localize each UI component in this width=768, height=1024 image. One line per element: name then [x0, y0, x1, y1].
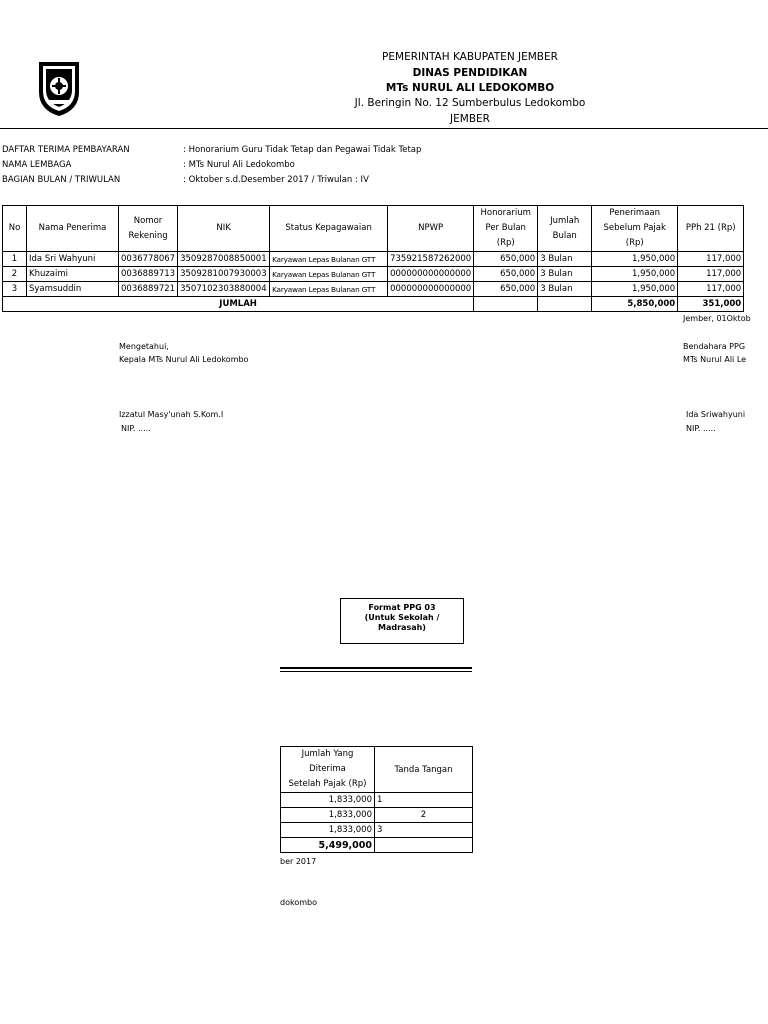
cell-net: 1,833,000: [281, 793, 375, 808]
col-pph: PPh 21 (Rp): [678, 206, 744, 252]
net-row: [281, 793, 473, 808]
col-signature: Tanda Tangan: [375, 747, 473, 793]
info-label-payment: DAFTAR TERIMA PEMBAYARAN: [2, 145, 130, 155]
payment-table: [2, 205, 744, 312]
col-nama: Nama Penerima: [27, 206, 119, 252]
cell-status: Karyawan Lepas Bulanan GTT: [270, 282, 388, 297]
table-row: [3, 267, 744, 282]
col-rekening: Nomor Rekening: [119, 206, 178, 252]
double-rule-top: [280, 667, 472, 669]
col-honorarium: Honorarium Per Bulan (Rp): [474, 206, 538, 252]
sign-number: 1: [377, 795, 383, 805]
cell-honorarium: 650,000: [474, 282, 538, 297]
headmaster-name: Izzatul Masy'unah S.Kom.I: [119, 410, 224, 419]
cell-penerimaan: 1,950,000: [592, 282, 678, 297]
cell-no: 2: [3, 267, 27, 282]
regency-logo: [36, 58, 82, 118]
col-net-pay: Jumlah Yang Diterima Setelah Pajak (Rp): [281, 747, 375, 793]
cell-penerimaan: 1,950,000: [592, 252, 678, 267]
col-status: Status Kepagawaian: [270, 206, 388, 252]
net-total: 5,499,000: [281, 838, 375, 853]
total-penerimaan: 5,850,000: [592, 297, 678, 312]
treasurer-school: MTs Nurul Ali Le: [683, 355, 747, 364]
sign-number: 2: [420, 810, 427, 820]
headmaster-title: Kepala MTs Nurul Ali Ledokombo: [119, 355, 249, 364]
header-school: MTs NURUL ALI LEDOKOMBO: [385, 82, 555, 94]
total-pph: 351,000: [678, 297, 744, 312]
col-jumlah-bulan: Jumlah Bulan: [538, 206, 592, 252]
cell-no: 3: [3, 282, 27, 297]
cell-honorarium: 650,000: [474, 252, 538, 267]
net-row: [281, 808, 473, 823]
total-empty-hon: [474, 297, 538, 312]
cell-status: Karyawan Lepas Bulanan GTT: [270, 252, 388, 267]
cell-bulan: 3 Bulan: [538, 282, 592, 297]
cell-honorarium: 650,000: [474, 267, 538, 282]
cell-penerimaan: 1,950,000: [592, 267, 678, 282]
cell-net: 1,833,000: [281, 823, 375, 838]
col-no: No: [3, 206, 27, 252]
cell-net: 1,833,000: [281, 808, 375, 823]
cell-nik: 3509287008850001: [178, 252, 270, 267]
headmaster-nip: NIP. .....: [121, 424, 151, 433]
cell-pph: 117,000: [678, 252, 744, 267]
cell-rekening: 0036778067: [119, 252, 178, 267]
org-fragment: dokombo: [280, 898, 317, 907]
cell-pph: 117,000: [678, 282, 744, 297]
net-total-row: [281, 838, 473, 853]
format-line-3: Madrasah): [378, 623, 426, 632]
date-fragment: ber 2017: [280, 857, 317, 866]
table-header-row: [3, 206, 744, 252]
net-total-empty: [375, 838, 473, 853]
treasurer-nip: NIP. .....: [686, 424, 716, 433]
info-label-institution: NAMA LEMBAGA: [2, 160, 72, 170]
cell-pph: 117,000: [678, 267, 744, 282]
info-value-institution: : MTs Nurul Ali Ledokombo: [183, 160, 295, 170]
treasurer-title: Bendahara PPG: [683, 342, 746, 351]
header-address: Jl. Beringin No. 12 Sumberbulus Ledokombo: [354, 97, 586, 109]
info-label-period: BAGIAN BULAN / TRIWULAN: [2, 175, 121, 185]
net-pay-table: [280, 746, 473, 853]
treasurer-name: Ida Sriwahyuni: [686, 410, 746, 419]
cell-rekening: 0036889721: [119, 282, 178, 297]
cell-nama: Syamsuddin: [27, 282, 119, 297]
cell-sign: [375, 808, 473, 823]
cell-npwp: 000000000000000: [388, 267, 474, 282]
double-rule-bottom: [280, 671, 472, 672]
cell-no: 1: [3, 252, 27, 267]
acknowledged-label: Mengetahui,: [119, 342, 169, 351]
cell-nama: Khuzaimi: [27, 267, 119, 282]
cell-status: Karyawan Lepas Bulanan GTT: [270, 267, 388, 282]
table-total-row: [3, 297, 744, 312]
net-header-row: [281, 747, 473, 793]
header-city: JEMBER: [450, 113, 490, 125]
header-department: DINAS PENDIDIKAN: [412, 67, 528, 79]
format-line-2: (Untuk Sekolah /: [364, 613, 440, 622]
cell-npwp: 735921587262000: [388, 252, 474, 267]
sign-number: 3: [377, 825, 383, 835]
cell-nik: 3509281007930003: [178, 267, 270, 282]
format-box: [340, 598, 464, 644]
info-value-payment: : Honorarium Guru Tidak Tetap dan Pegawai Tidak Tetap: [183, 145, 422, 155]
header-government: PEMERINTAH KABUPATEN JEMBER: [382, 51, 558, 63]
col-npwp: NPWP: [388, 206, 474, 252]
cell-bulan: 3 Bulan: [538, 267, 592, 282]
table-row: [3, 282, 744, 297]
cell-nama: Ida Sri Wahyuni: [27, 252, 119, 267]
place-date: Jember, 01Oktob: [683, 314, 751, 323]
total-empty-bulan: [538, 297, 592, 312]
col-nik: NIK: [178, 206, 270, 252]
format-line-1: Format PPG 03: [368, 603, 436, 612]
net-row: [281, 823, 473, 838]
cell-sign: [375, 823, 473, 838]
info-value-period: : Oktober s.d.Desember 2017 / Triwulan : IV: [183, 175, 369, 185]
cell-npwp: 000000000000000: [388, 282, 474, 297]
table-row: [3, 252, 744, 267]
header-divider: [0, 128, 768, 129]
col-penerimaan: Penerimaan Sebelum Pajak (Rp): [592, 206, 678, 252]
cell-nik: 3507102303880004: [178, 282, 270, 297]
total-label: JUMLAH: [3, 297, 474, 312]
cell-rekening: 0036889713: [119, 267, 178, 282]
cell-sign: [375, 793, 473, 808]
cell-bulan: 3 Bulan: [538, 252, 592, 267]
